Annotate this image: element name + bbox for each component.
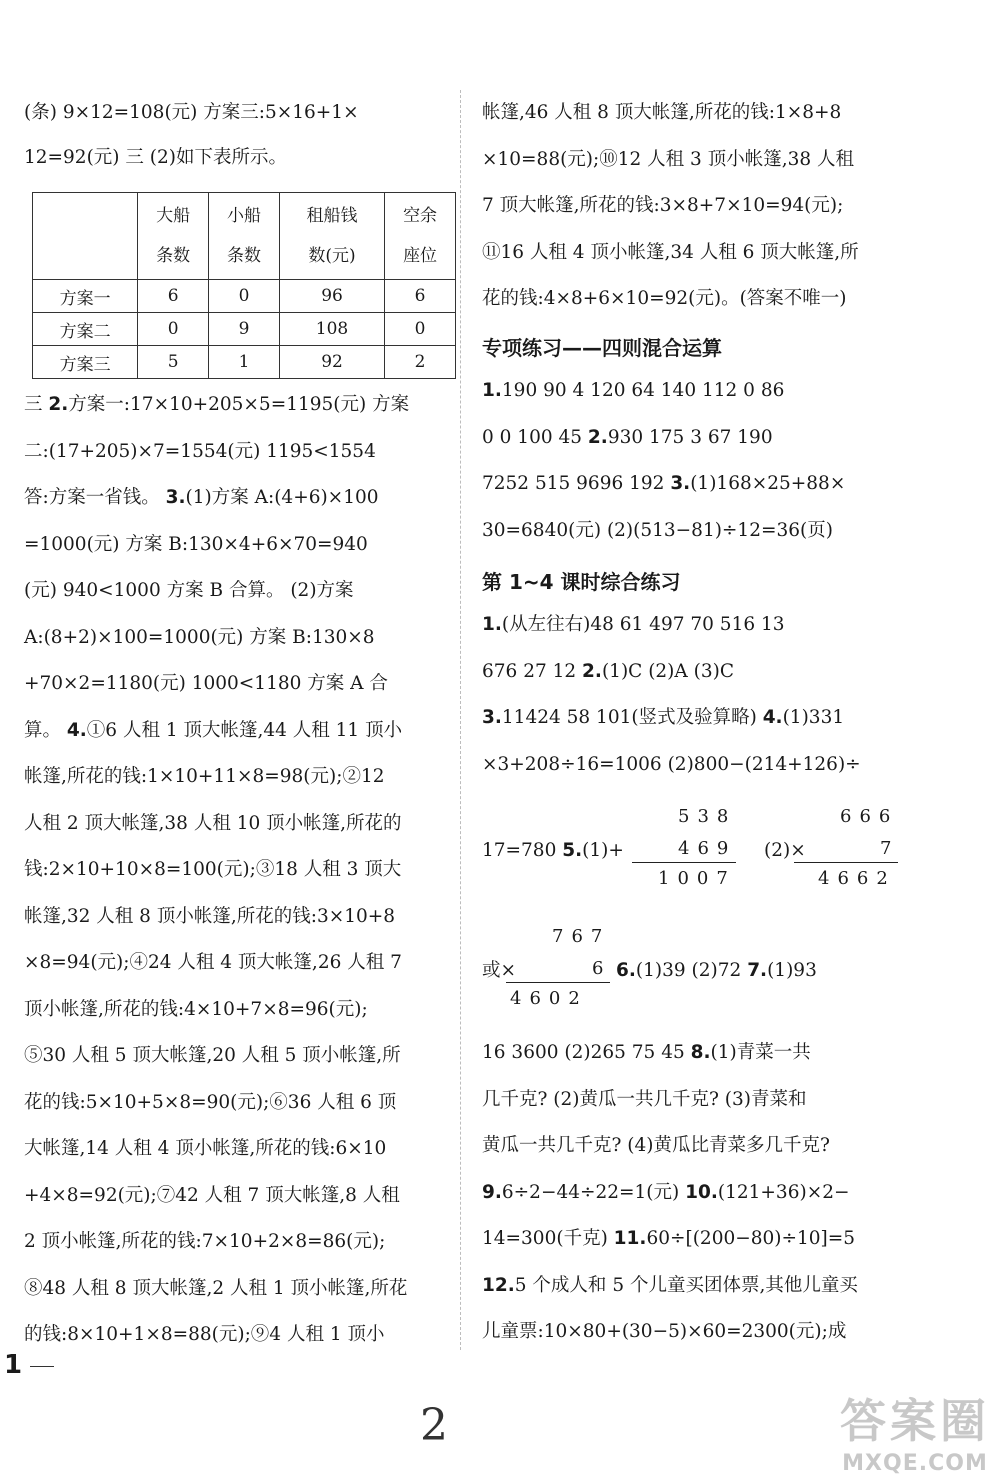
watermark: 答案圈 MXQE.COM — [840, 1394, 990, 1476]
row-label: 方案一 — [33, 280, 138, 313]
text-line: 帐篷,46 人租 8 顶大帐篷,所花的钱:1×8+8 — [482, 102, 842, 123]
text-line: ×3+208÷16=1006 (2)800−(214+126)÷ — [482, 753, 861, 775]
text-line: 二:(17+205)×7=1554(元) 1195<1554 — [24, 440, 376, 462]
table-cell: 6 — [138, 280, 209, 313]
text-line: 三 2.方案一:17×10+205×5=1195(元) 方案 — [24, 394, 410, 415]
table-header: 小船 条数 — [209, 193, 280, 280]
table-cell: 5 — [138, 346, 209, 379]
rental-plan-table — [32, 192, 456, 379]
text-line: 花的钱:5×10+5×8=90(元);⑥36 人租 6 顶 — [24, 1091, 397, 1113]
table-header: 空余 座位 — [385, 193, 456, 280]
vertical-addition-result: 1007 — [658, 868, 736, 889]
text-line: 0 0 100 45 2.930 175 3 67 190 — [482, 426, 773, 448]
text-line: 17=780 5.(1)+ — [482, 840, 624, 861]
text-line: 12=92(元) 三 (2)如下表所示。 — [24, 147, 287, 168]
table-cell: 2 — [385, 346, 456, 379]
text-line: 花的钱:4×8+6×10=92(元)。(答案不唯一) — [482, 288, 847, 309]
table-row — [33, 313, 456, 346]
text-line: (条) 9×12=108(元) 方案三:5×16+1× — [24, 102, 359, 123]
text-line: 3.11424 58 101(竖式及验算略) 4.(1)331 — [482, 707, 845, 728]
text-line: 人租 2 顶大帐篷,38 人租 10 顶小帐篷,所花的 — [24, 812, 402, 834]
table-cell: 96 — [279, 280, 384, 313]
text-line: 算。 4.①6 人租 1 顶大帐篷,44 人租 11 顶小 — [24, 719, 403, 741]
section-heading: 专项练习——四则混合运算 — [482, 336, 722, 360]
text-line: 顶小帐篷,所花的钱:4×10+7×8=96(元); — [24, 998, 368, 1020]
text-line: (元) 940<1000 方案 B 合算。 (2)方案 — [24, 580, 354, 601]
row-label: 方案三 — [33, 346, 138, 379]
text-line: 帐篷,32 人租 8 顶小帐篷,所花的钱:3×10+8 — [24, 905, 396, 927]
section-heading: 第 1~4 课时综合练习 — [482, 570, 681, 594]
text-line: A:(8+2)×100=1000(元) 方案 B:130×8 — [24, 626, 375, 648]
vertical-multiplication-mid: 7 — [880, 838, 900, 859]
text-line: 7252 515 9696 192 3.(1)168×25+88× — [482, 473, 846, 494]
vertical-addition-top: 538 — [678, 806, 737, 827]
text-line: 16 3600 (2)265 75 45 8.(1)青菜一共 — [482, 1042, 811, 1063]
text-line: ⑧48 人租 8 顶大帐篷,2 人租 1 顶小帐篷,所花 — [24, 1277, 408, 1299]
text-line: 大帐篷,14 人租 4 顶小帐篷,所花的钱:6×10 — [24, 1138, 387, 1159]
table-header: 租船钱 数(元) — [279, 193, 384, 280]
table-header: 大船 条数 — [138, 193, 209, 280]
calc-rule — [794, 862, 898, 863]
text-line: 黄瓜一共几千克? (4)黄瓜比青菜多几千克? — [482, 1135, 830, 1156]
table-cell: 6 — [385, 280, 456, 313]
vertical-multiplication-result: 4662 — [818, 868, 896, 889]
text-line: 1.190 90 4 120 64 140 112 0 86 — [482, 380, 785, 401]
text-line: 答:方案一省钱。 3.(1)方案 A:(4+6)×100 — [24, 487, 379, 508]
vertical-multiplication-top: 767 — [552, 926, 611, 947]
text-line: 2 顶小帐篷,所花的钱:7×10+2×8=86(元); — [24, 1231, 386, 1252]
column-divider — [460, 90, 461, 1350]
text-line: ×10=88(元);⑩12 人租 3 顶小帐篷,38 人租 — [482, 148, 855, 170]
page-number: 1 — [4, 1350, 23, 1380]
table-cell: 1 — [209, 346, 280, 379]
table-cell: 92 — [279, 346, 384, 379]
vertical-addition-mid: 469 — [678, 838, 737, 859]
vertical-multiplication-result: 4602 — [510, 988, 588, 1009]
text-line: 9.6÷2−44÷22=1(元) 10.(121+36)×2− — [482, 1181, 850, 1203]
text-line: =1000(元) 方案 B:130×4+6×70=940 — [24, 533, 368, 555]
table-cell: 108 — [279, 313, 384, 346]
text-line: 帐篷,所花的钱:1×10+11×8=98(元);②12 — [24, 766, 385, 787]
text-line: 钱:2×10+10×8=100(元);③18 人租 3 顶大 — [24, 859, 402, 880]
table-cell: 0 — [138, 313, 209, 346]
table-cell: 9 — [209, 313, 280, 346]
text-line: +4×8=92(元);⑦42 人租 7 顶大帐篷,8 人租 — [24, 1184, 400, 1206]
text-line: (2)× — [764, 840, 806, 861]
text-line: 或× 6.(1)39 (2)72 7.(1)93 — [482, 960, 817, 981]
vertical-multiplication-mid: 6 — [592, 958, 612, 979]
text-line: 1.(从左往右)48 61 497 70 516 13 — [482, 614, 785, 635]
text-line: 几千克? (2)黄瓜一共几千克? (3)青菜和 — [482, 1088, 807, 1110]
text-line: 676 27 12 2.(1)C (2)A (3)C — [482, 660, 735, 682]
table-row — [33, 346, 456, 379]
text-line: ⑤30 人租 5 顶大帐篷,20 人租 5 顶小帐篷,所 — [24, 1045, 401, 1066]
text-line: ×8=94(元);④24 人租 4 顶大帐篷,26 人租 7 — [24, 952, 402, 973]
page-number-dash — [30, 1366, 54, 1367]
text-line: 30=6840(元) (2)(513−81)÷12=36(页) — [482, 519, 833, 541]
table-row — [33, 280, 456, 313]
text-line: +70×2=1180(元) 1000<1180 方案 A 合 — [24, 673, 388, 694]
text-line: ⑪16 人租 4 顶小帐篷,34 人租 6 顶大帐篷,所 — [482, 241, 859, 263]
table-corner — [33, 193, 138, 280]
text-line: 的钱:8×10+1×8=88(元);⑨4 人租 1 顶小 — [24, 1324, 385, 1345]
text-line: 14=300(千克) 11.60÷[(200−80)÷10]=5 — [482, 1228, 856, 1249]
table-cell: 0 — [209, 280, 280, 313]
text-line: 12.5 个成人和 5 个儿童买团体票,其他儿童买 — [482, 1274, 858, 1296]
vertical-multiplication-top: 666 — [840, 806, 899, 827]
text-line: 儿童票:10×80+(30−5)×60=2300(元);成 — [482, 1321, 847, 1342]
row-label: 方案二 — [33, 313, 138, 346]
table-cell: 0 — [385, 313, 456, 346]
calc-rule — [632, 862, 736, 863]
text-line: 7 顶大帐篷,所花的钱:3×8+7×10=94(元); — [482, 195, 844, 216]
handwritten-mark: 2 — [420, 1400, 448, 1451]
